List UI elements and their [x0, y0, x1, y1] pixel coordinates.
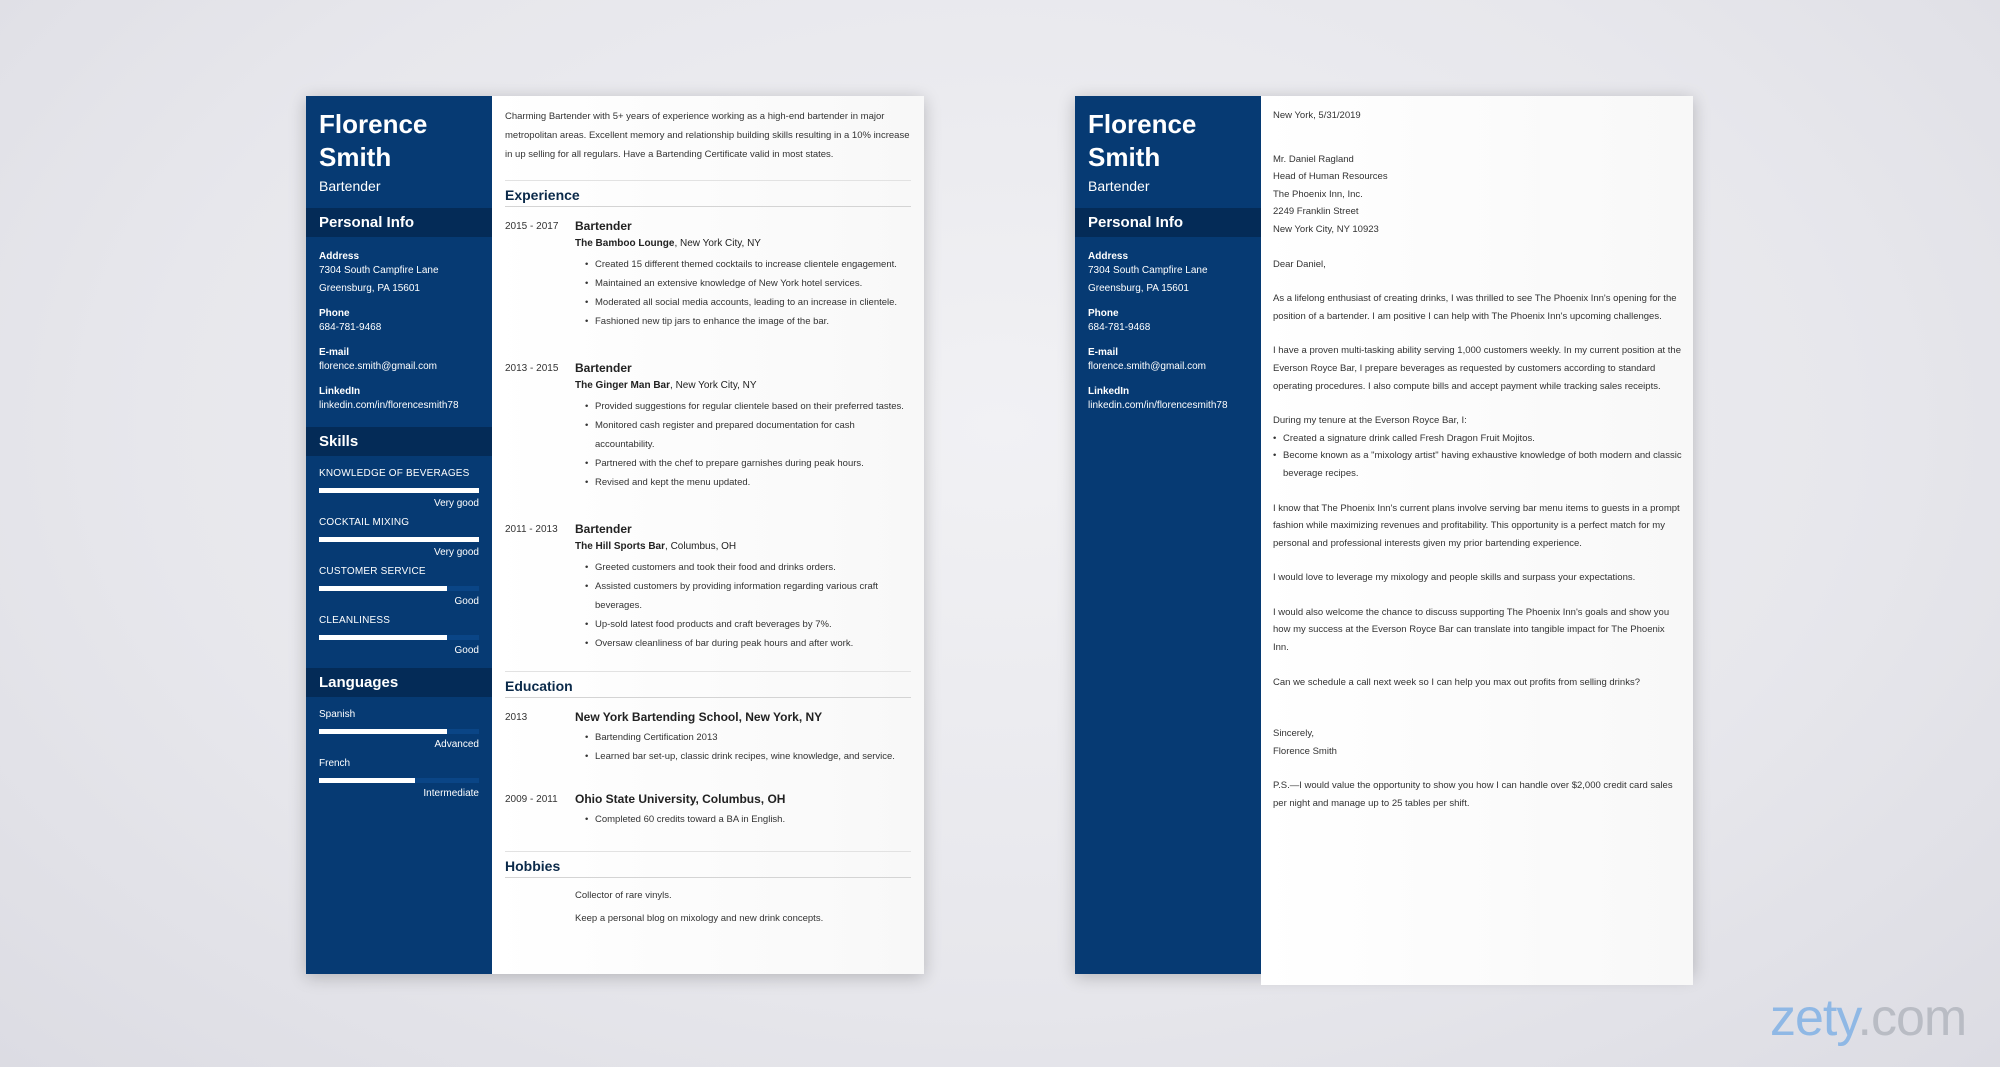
experience-list [492, 207, 924, 653]
hobby-item: Keep a personal blog on mixology and new drink concepts. [575, 913, 824, 924]
experience-bullets [575, 397, 911, 492]
address-line-2: Greensburg, PA 15601 [1088, 283, 1189, 294]
phone-label: Phone [1088, 308, 1119, 319]
recipient-line: Head of Human Resources [1273, 171, 1388, 183]
skills-heading: Skills [306, 427, 492, 456]
education-entry [492, 780, 924, 829]
linkedin-label: LinkedIn [1088, 386, 1130, 397]
skill-level: Good [454, 645, 479, 656]
experience-title: Bartender [575, 219, 632, 233]
language-bar [319, 729, 479, 734]
tenure-item: • Become known as a "mixology artist" having exhaustive knowledge of both modern and classic beverage recipes. [1273, 447, 1683, 482]
languages-heading: Languages [306, 668, 492, 697]
skill-bar-fill [319, 488, 479, 493]
skill-bar [319, 488, 479, 493]
recipient-line: 2249 Franklin Street [1273, 206, 1359, 218]
skill-name: KNOWLEDGE OF BEVERAGES [319, 468, 470, 479]
experience-heading: Experience [505, 180, 911, 207]
employer-line [575, 377, 911, 395]
skill-bar-fill [319, 635, 447, 640]
employer-location: , New York City, NY [670, 380, 757, 391]
skill-name: CLEANLINESS [319, 615, 391, 626]
tenure-item: • Created a signature drink called Fresh Dragon Fruit Mojitos. [1273, 430, 1683, 448]
linkedin-value: linkedin.com/in/florencesmith78 [1088, 400, 1228, 411]
skill-name: CUSTOMER SERVICE [319, 566, 426, 577]
personal-info [306, 237, 492, 421]
letter-personal-info [1075, 237, 1261, 421]
skill-level: Good [454, 596, 479, 607]
experience-bullet: • Partnered with the chef to prepare garnishes during peak hours. [585, 454, 911, 473]
experience-entry [492, 207, 924, 331]
languages-list [306, 697, 492, 805]
skill-name: COCKTAIL MIXING [319, 517, 410, 528]
language-name: Spanish [319, 709, 356, 720]
letter-signature: Florence Smith [1273, 745, 1337, 757]
address-label: Address [319, 251, 360, 262]
logo-tld: .com [1857, 989, 1967, 1047]
experience-title: Bartender [575, 361, 632, 375]
language-bar-fill [319, 778, 415, 783]
letter-paragraph: I would love to leverage my mixology and people skills and surpass your expectations. [1273, 572, 1636, 584]
skill-item [319, 468, 479, 509]
skill-bar-fill [319, 586, 447, 591]
experience-bullet: • Provided suggestions for regular clientele based on their preferred tastes. [585, 397, 911, 416]
address-line-1: 7304 South Campfire Lane [319, 265, 439, 276]
experience-bullet: • Maintained an extensive knowledge of New York hotel services. [585, 274, 911, 293]
employer-location: , Columbus, OH [665, 541, 737, 552]
experience-bullet: • Moderated all social media accounts, leading to an increase in clientele. [585, 293, 911, 312]
resume-sidebar [306, 96, 492, 974]
letter-paragraph: As a lifelong enthusiast of creating drinks, I was thrilled to see The Phoenix Inn's opening for the position of a bartender. I am positive I can help with The Phoenix Inn's upcoming challenges. [1273, 293, 1677, 322]
experience-bullet: • Monitored cash register and prepared documentation for cash accountability. [585, 416, 911, 454]
resume-job-title: Bartender [319, 178, 381, 194]
language-name: French [319, 758, 351, 769]
experience-bullet: • Assisted customers by providing information regarding various craft beverages. [585, 577, 911, 615]
experience-body [575, 359, 911, 492]
experience-entry [492, 510, 924, 653]
experience-bullets [575, 255, 911, 331]
resume-summary: Charming Bartender with 5+ years of experience working as a high-end bartender in major metropolitan areas. Excellent memory and relationship building skills resulting in a 10% increase in up selling for all regulars. Have a Bartending Certificate valid in most states. [505, 111, 910, 160]
phone-value: 684-781-9468 [1088, 322, 1151, 333]
address-label: Address [1088, 251, 1129, 262]
logo-name: zety [1770, 989, 1858, 1047]
letter-paragraph: I know that The Phoenix Inn's current plans involve serving bar menu items to guests in a prompt fashion while maximizing revenues and profitability. This opportunity is a perfect match for my personal and professional interests given my prior bartending experience. [1273, 502, 1680, 549]
experience-entry [492, 349, 924, 492]
employer-line [575, 538, 911, 556]
letter-body [1261, 96, 1693, 985]
employer-name: The Bamboo Lounge [575, 238, 675, 249]
education-body [575, 790, 911, 829]
experience-dates: 2015 - 2017 [505, 221, 559, 232]
cover-letter-page [1075, 96, 1693, 974]
letter-paragraph: I have a proven multi-tasking ability serving 1,000 customers weekly. In my current position at the Everson Royce Bar, I prepare beverages as requested by customers according to standard operating procedures. I also compute bills and accept payment while tracking sales receipts. [1273, 345, 1681, 392]
resume-main [492, 96, 924, 974]
letter-personal-info-heading: Personal Info [1075, 208, 1261, 237]
experience-bullet: • Created 15 different themed cocktails to increase clientele engagement. [585, 255, 911, 274]
skill-bar-fill [319, 537, 479, 542]
education-title: New York Bartending School, New York, NY [575, 710, 823, 724]
letter-paragraph: Can we schedule a call next week so I can help you max out profits from selling drinks? [1273, 676, 1640, 688]
address-line-1: 7304 South Campfire Lane [1088, 265, 1208, 276]
phone-label: Phone [319, 308, 350, 319]
letter-date: New York, 5/31/2019 [1273, 110, 1361, 121]
experience-title: Bartender [575, 522, 632, 536]
skill-item [319, 615, 479, 656]
skills-list [306, 456, 492, 662]
experience-dates: 2011 - 2013 [505, 524, 558, 535]
letter-greeting: Dear Daniel, [1273, 258, 1326, 270]
linkedin-label: LinkedIn [319, 386, 361, 397]
resume-name: Florence Smith [319, 109, 428, 172]
experience-bullet: • Up-sold latest food products and craft beverages by 7%. [585, 615, 911, 634]
hobbies-list [492, 878, 924, 930]
education-bullets [575, 728, 911, 766]
employer-location: , New York City, NY [674, 238, 761, 249]
email-label: E-mail [1088, 347, 1119, 358]
language-bar-fill [319, 729, 447, 734]
skill-level: Very good [433, 498, 479, 509]
phone-value: 684-781-9468 [319, 322, 382, 333]
zety-logo [1770, 988, 1966, 1048]
recipient-block [1273, 151, 1683, 239]
recipient-line: The Phoenix Inn, Inc. [1273, 188, 1363, 200]
letter-job-title: Bartender [1088, 178, 1150, 194]
skill-item [319, 517, 479, 558]
letter-closing: Sincerely, [1273, 728, 1315, 740]
language-level: Intermediate [423, 788, 479, 799]
education-dates: 2009 - 2011 [505, 794, 558, 805]
email-value: florence.smith@gmail.com [1088, 361, 1206, 372]
employer-name: The Ginger Man Bar [575, 380, 671, 391]
tenure-intro: During my tenure at the Everson Royce Bar, I: [1273, 415, 1467, 427]
skill-bar [319, 586, 479, 591]
personal-info-heading: Personal Info [306, 208, 492, 237]
experience-bullet: • Revised and kept the menu updated. [585, 473, 911, 492]
recipient-line: Mr. Daniel Ragland [1273, 153, 1354, 165]
experience-dates: 2013 - 2015 [505, 363, 559, 374]
address-line-2: Greensburg, PA 15601 [319, 283, 420, 294]
hobby-item: Collector of rare vinyls. [575, 890, 672, 901]
language-item [319, 758, 479, 799]
skill-level: Very good [433, 547, 479, 558]
education-bullets [575, 810, 911, 829]
resume-page [306, 96, 924, 974]
skill-item [319, 566, 479, 607]
skill-bar [319, 635, 479, 640]
hobbies-heading: Hobbies [505, 851, 911, 878]
skill-bar [319, 537, 479, 542]
education-bullet: • Learned bar set-up, classic drink recipes, wine knowledge, and service. [585, 747, 911, 766]
experience-bullet: • Fashioned new tip jars to enhance the image of the bar. [585, 312, 911, 331]
employer-line [575, 235, 911, 253]
letter-name: Florence Smith [1088, 109, 1197, 172]
letter-sidebar [1075, 96, 1261, 974]
education-title: Ohio State University, Columbus, OH [575, 792, 786, 806]
email-label: E-mail [319, 347, 350, 358]
education-dates: 2013 [505, 712, 528, 723]
experience-body [575, 217, 911, 331]
experience-bullets [575, 558, 911, 653]
email-value: florence.smith@gmail.com [319, 361, 437, 372]
linkedin-value: linkedin.com/in/florencesmith78 [319, 400, 459, 411]
education-entry [492, 698, 924, 766]
education-bullet: • Bartending Certification 2013 [585, 728, 911, 747]
letter-postscript: P.S.—I would value the opportunity to show you how I can handle over $2,000 credit card sales per night and manage up to 25 tables per shift. [1273, 780, 1673, 810]
recipient-line: New York City, NY 10923 [1273, 223, 1379, 235]
education-bullet: • Completed 60 credits toward a BA in English. [585, 810, 911, 829]
employer-name: The Hill Sports Bar [575, 541, 666, 552]
education-heading: Education [505, 671, 911, 698]
language-item [319, 709, 479, 750]
experience-bullet: • Greeted customers and took their food and drinks orders. [585, 558, 911, 577]
language-bar [319, 778, 479, 783]
experience-body [575, 520, 911, 653]
experience-bullet: • Oversaw cleanliness of bar during peak hours and after work. [585, 634, 911, 653]
education-list [492, 698, 924, 829]
tenure-list [1273, 430, 1683, 483]
education-body [575, 708, 911, 766]
letter-paragraph: I would also welcome the chance to discuss supporting The Phoenix Inn's goals and show you how my success at the Everson Royce Bar can translate into tangible impact for The Phoenix Inn. [1273, 606, 1670, 654]
language-level: Advanced [434, 739, 479, 750]
